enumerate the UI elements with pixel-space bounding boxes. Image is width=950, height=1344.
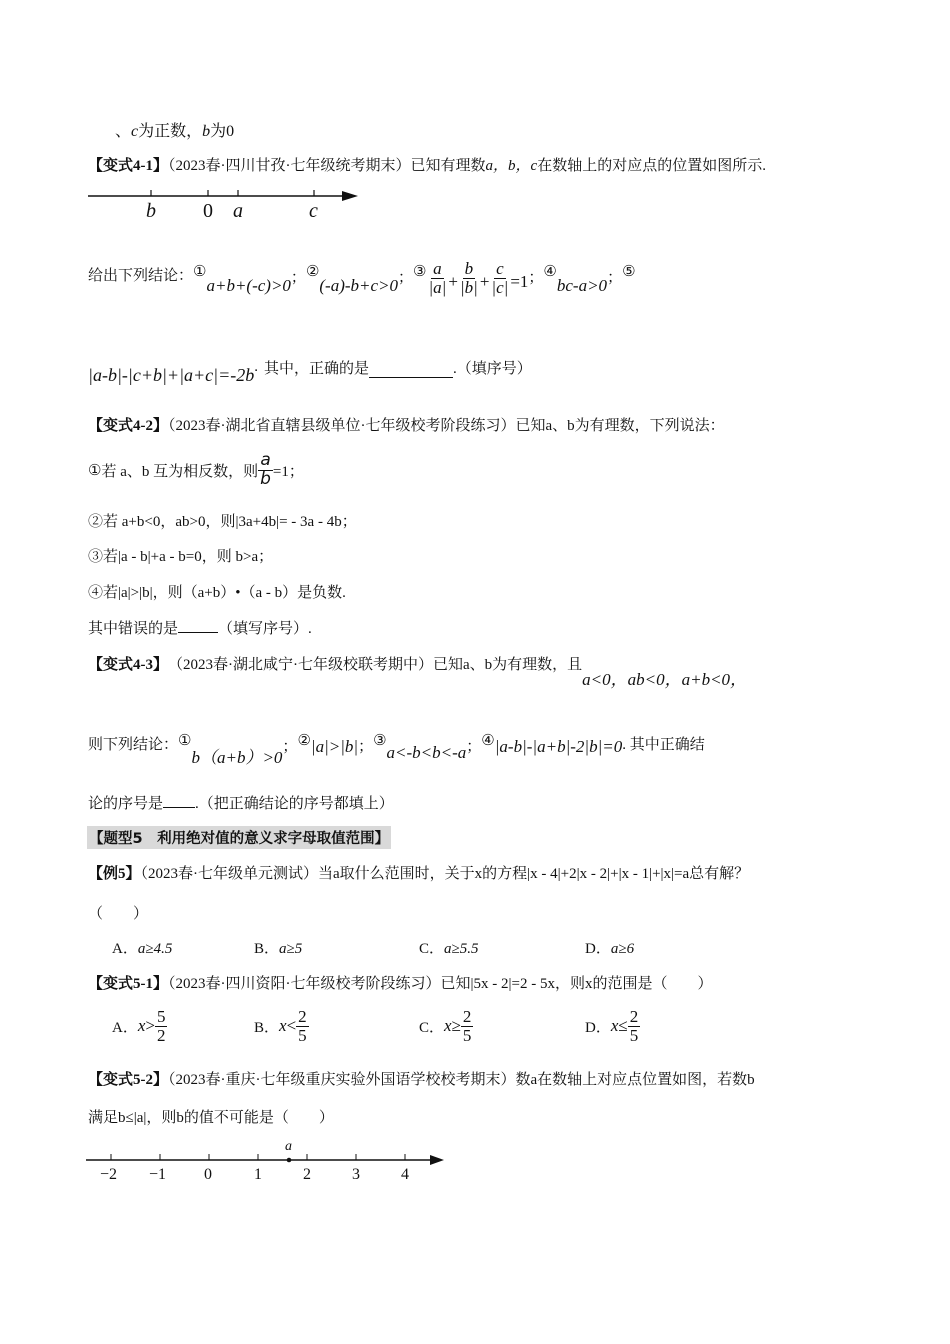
- fraction-c-over-abs-c: [489, 260, 510, 297]
- question-stem: 当a取什么范围时，关于x的方程|x - 4|+2|x - 2|+|x - 1|+|x|=a总有解？: [318, 866, 750, 882]
- mark-3: ③: [373, 733, 387, 749]
- mark-1: ①: [193, 264, 207, 280]
- question-line-4-2: [88, 617, 312, 638]
- fraction-a-over-b: [258, 452, 273, 489]
- question-prompt: 其中错误的是: [88, 621, 179, 637]
- text: 、: [115, 123, 132, 140]
- option-a[interactable]: [112, 937, 172, 958]
- variant-4-3-header: [88, 653, 747, 690]
- separator: ；: [528, 270, 544, 286]
- denominator: |b|: [459, 277, 478, 297]
- answer-blank[interactable]: [163, 795, 195, 808]
- separator: ；: [607, 270, 623, 286]
- question-tail: .（把正确结论的序号都填上）: [195, 796, 394, 812]
- mark-5: ⑤: [622, 264, 636, 280]
- statement-text: 若 a、b 互为相反数，则: [101, 463, 259, 480]
- tick-label: 4: [401, 1166, 409, 1183]
- conclusion-3: a<-b<b<-a: [386, 743, 467, 762]
- option-label: C．: [419, 941, 445, 957]
- question-source: （2023春·七年级单元测试）: [140, 866, 319, 882]
- option-a[interactable]: [112, 1008, 167, 1045]
- statement-1: [88, 452, 304, 489]
- question-stem-2: 在数轴上的对应点的位置如图所示.: [537, 158, 766, 174]
- option-var: x: [279, 1016, 287, 1036]
- question-prompt: 其中，正确的是: [264, 361, 370, 377]
- mark: ①: [88, 462, 102, 479]
- denominator: |a|: [428, 277, 447, 297]
- question-tail: .（填序号）: [453, 361, 532, 377]
- option-fraction: [461, 1008, 474, 1045]
- conclusion-2: |a|>|b|: [310, 737, 359, 756]
- separator: ；: [358, 739, 374, 755]
- question-stem: 已知a、b为有理数，且: [433, 657, 583, 673]
- variant-5-2-header: [88, 1068, 755, 1089]
- axis-label-a: a: [233, 200, 243, 222]
- question-source: （2023春·湖北省直辖县级单位·七年级校考阶段练习）: [168, 418, 516, 434]
- plus: +: [479, 272, 490, 291]
- variant-5-1-header: [88, 972, 712, 993]
- conclusion-5-row: [88, 357, 532, 386]
- conclusion-1: b（a+b）>0: [191, 748, 283, 767]
- tick-label: 1: [254, 1166, 262, 1183]
- question-stem: 已知有理数: [410, 158, 486, 174]
- option-b[interactable]: [254, 1008, 309, 1045]
- mark: ④: [88, 585, 104, 601]
- end-dot: .: [254, 359, 258, 375]
- question-source: （2023春·四川资阳·七年级校考阶段练习）: [168, 976, 441, 992]
- tick-label: 2: [303, 1166, 311, 1183]
- conclusions-row-4-1: [88, 259, 636, 297]
- option-var: x: [444, 1016, 452, 1036]
- separator: ；: [290, 270, 306, 286]
- answer-blank[interactable]: [178, 620, 218, 633]
- mark: ②: [88, 514, 104, 530]
- fraction-rhs: =1: [510, 272, 529, 291]
- option-b[interactable]: [254, 937, 302, 958]
- text: 为正数，: [138, 123, 203, 140]
- option-op: <: [286, 1016, 297, 1036]
- numerator: a: [260, 450, 271, 470]
- conclusions-intro: 则下列结论：: [88, 737, 179, 753]
- separator: ；: [466, 739, 482, 755]
- question-source: （2023春·重庆·七年级重庆实验外国语学校校考期末）: [168, 1072, 516, 1088]
- numerator: b: [464, 259, 474, 278]
- conclusion-1: a+b+(-c)>0: [206, 276, 291, 295]
- question-tag: 【变式4-1】: [88, 158, 168, 174]
- option-value: a≥5: [279, 941, 303, 957]
- variant-4-2-header: [88, 414, 725, 435]
- question-stem: 已知|5x - 2|=2 - 5x，则x的范围是（ ）: [440, 976, 713, 992]
- question-tag: 【变式5-1】: [88, 976, 168, 992]
- numerator: 5: [156, 1007, 166, 1026]
- question-tag: 【变式4-3】: [88, 657, 168, 673]
- statement-text: 若|a|>|b|，则（a+b）•（a - b）是负数.: [103, 585, 346, 601]
- denominator: 5: [462, 1025, 472, 1045]
- option-var: x: [137, 1016, 146, 1036]
- conclusion-5: |a-b|-|c+b|+|a+c|=-2b: [88, 365, 255, 385]
- option-c[interactable]: [419, 937, 479, 958]
- question-stem: 数a在数轴上对应点位置如图，若数b: [515, 1072, 755, 1088]
- denominator: 5: [298, 1025, 307, 1045]
- denominator: b: [260, 468, 271, 489]
- separator: ；: [398, 270, 414, 286]
- question-source: （2023春·四川甘孜·七年级统考期末）: [168, 158, 411, 174]
- option-label: B．: [254, 1019, 280, 1036]
- question-tag: 【例5】: [88, 866, 141, 882]
- option-fraction: [628, 1008, 641, 1045]
- mark-3: ③: [413, 264, 427, 280]
- numerator: 2: [462, 1007, 472, 1026]
- conclusion-4: |a-b|-|a+b|-2|b|=0: [494, 737, 623, 756]
- question-tail: （填写序号）.: [218, 621, 312, 637]
- question-tag: 【变式5-2】: [88, 1072, 168, 1088]
- option-value: a≥5.5: [444, 941, 479, 957]
- numerator: c: [496, 259, 504, 278]
- top-fragment: [115, 118, 234, 141]
- conclusion-4: bc-a>0: [556, 276, 608, 295]
- question-prompt: 论的序号是: [88, 796, 164, 812]
- option-label: A．: [112, 1019, 138, 1036]
- var-c: c: [131, 123, 139, 140]
- option-label: D．: [585, 1019, 611, 1036]
- mark-4: ④: [543, 264, 557, 280]
- statement-2: [88, 510, 357, 531]
- option-fraction: [155, 1008, 168, 1045]
- mark-2: ②: [297, 733, 311, 749]
- axis-label-0: 0: [203, 200, 213, 222]
- option-d[interactable]: [585, 937, 634, 958]
- variant-4-1-header: [88, 154, 766, 175]
- tick-label: 0: [204, 1166, 212, 1183]
- var-b: b: [202, 123, 211, 140]
- option-op: >: [145, 1016, 155, 1036]
- plus: +: [448, 272, 458, 291]
- tick-label: 3: [352, 1166, 360, 1183]
- question-source: （2023春·湖北咸宁·七年级校联考期中）: [168, 657, 433, 673]
- section-header-5: 【题型5 利用绝对值的意义求字母取值范围】: [87, 826, 391, 849]
- answer-paren: （ ）: [88, 906, 149, 922]
- fraction-b-over-abs-b: [458, 260, 480, 297]
- question-stem: 已知a、b为有理数，下列说法：: [515, 418, 725, 434]
- option-value: a≥6: [610, 941, 635, 957]
- axis-label-b: b: [146, 200, 156, 222]
- question-tag: 【变式4-2】: [88, 418, 168, 434]
- statement-text: 若|a - b|+a - b=0，则 b>a；: [103, 549, 274, 565]
- option-label: B．: [254, 941, 280, 957]
- answer-blank[interactable]: [369, 365, 453, 378]
- numerator: a: [433, 259, 442, 278]
- mark-1: ①: [178, 733, 192, 749]
- denominator: 2: [156, 1025, 166, 1045]
- tick-label: −2: [100, 1166, 118, 1183]
- question-line-4-3: [88, 792, 394, 813]
- option-label: C．: [419, 1019, 445, 1036]
- separator: ；: [282, 739, 298, 755]
- denominator: |c|: [491, 277, 509, 297]
- mark-4: ④: [481, 733, 495, 749]
- tick-label: −1: [149, 1166, 167, 1183]
- number-line-figure-4-1: [88, 185, 368, 225]
- denominator: 5: [629, 1025, 639, 1045]
- variant-5-2-stem-line-2: 满足b≤|a|，则b的值不可能是（ ）: [88, 1110, 334, 1126]
- example-5-header: [88, 862, 749, 883]
- text: 为0: [210, 123, 235, 140]
- mark: ③: [88, 549, 104, 565]
- stem-vars: a，b，c: [485, 158, 538, 174]
- option-c[interactable]: [419, 1008, 473, 1045]
- mark-2: ②: [305, 264, 320, 280]
- option-d[interactable]: [585, 1008, 640, 1045]
- condition: a<0，ab<0，a+b<0，: [582, 670, 748, 689]
- conclusions-intro: 给出下列结论：: [88, 268, 194, 284]
- option-label: D．: [585, 941, 611, 957]
- statement-4: [88, 581, 346, 602]
- fraction-a-over-abs-a: [427, 260, 449, 297]
- statement-text: 若 a+b<0，ab>0，则|3a+4b|= - 3a - 4b；: [103, 514, 357, 530]
- numerator: 2: [629, 1007, 639, 1026]
- option-fraction: [296, 1008, 309, 1045]
- point-label-a: a: [285, 1139, 292, 1154]
- conclusions-row-4-3: [88, 731, 705, 768]
- tail: . 其中正确结: [622, 737, 705, 753]
- statement-3: [88, 545, 273, 566]
- option-var: x: [610, 1016, 619, 1036]
- option-op: ≥: [451, 1016, 461, 1036]
- conclusion-2: (-a)-b+c>0: [319, 276, 399, 295]
- option-value: a≥4.5: [137, 941, 173, 957]
- option-label: A．: [112, 941, 138, 957]
- axis-label-c: c: [309, 200, 318, 222]
- option-op: ≤: [618, 1016, 628, 1036]
- statement-tail: =1；: [272, 463, 304, 480]
- numerator: 2: [298, 1007, 307, 1026]
